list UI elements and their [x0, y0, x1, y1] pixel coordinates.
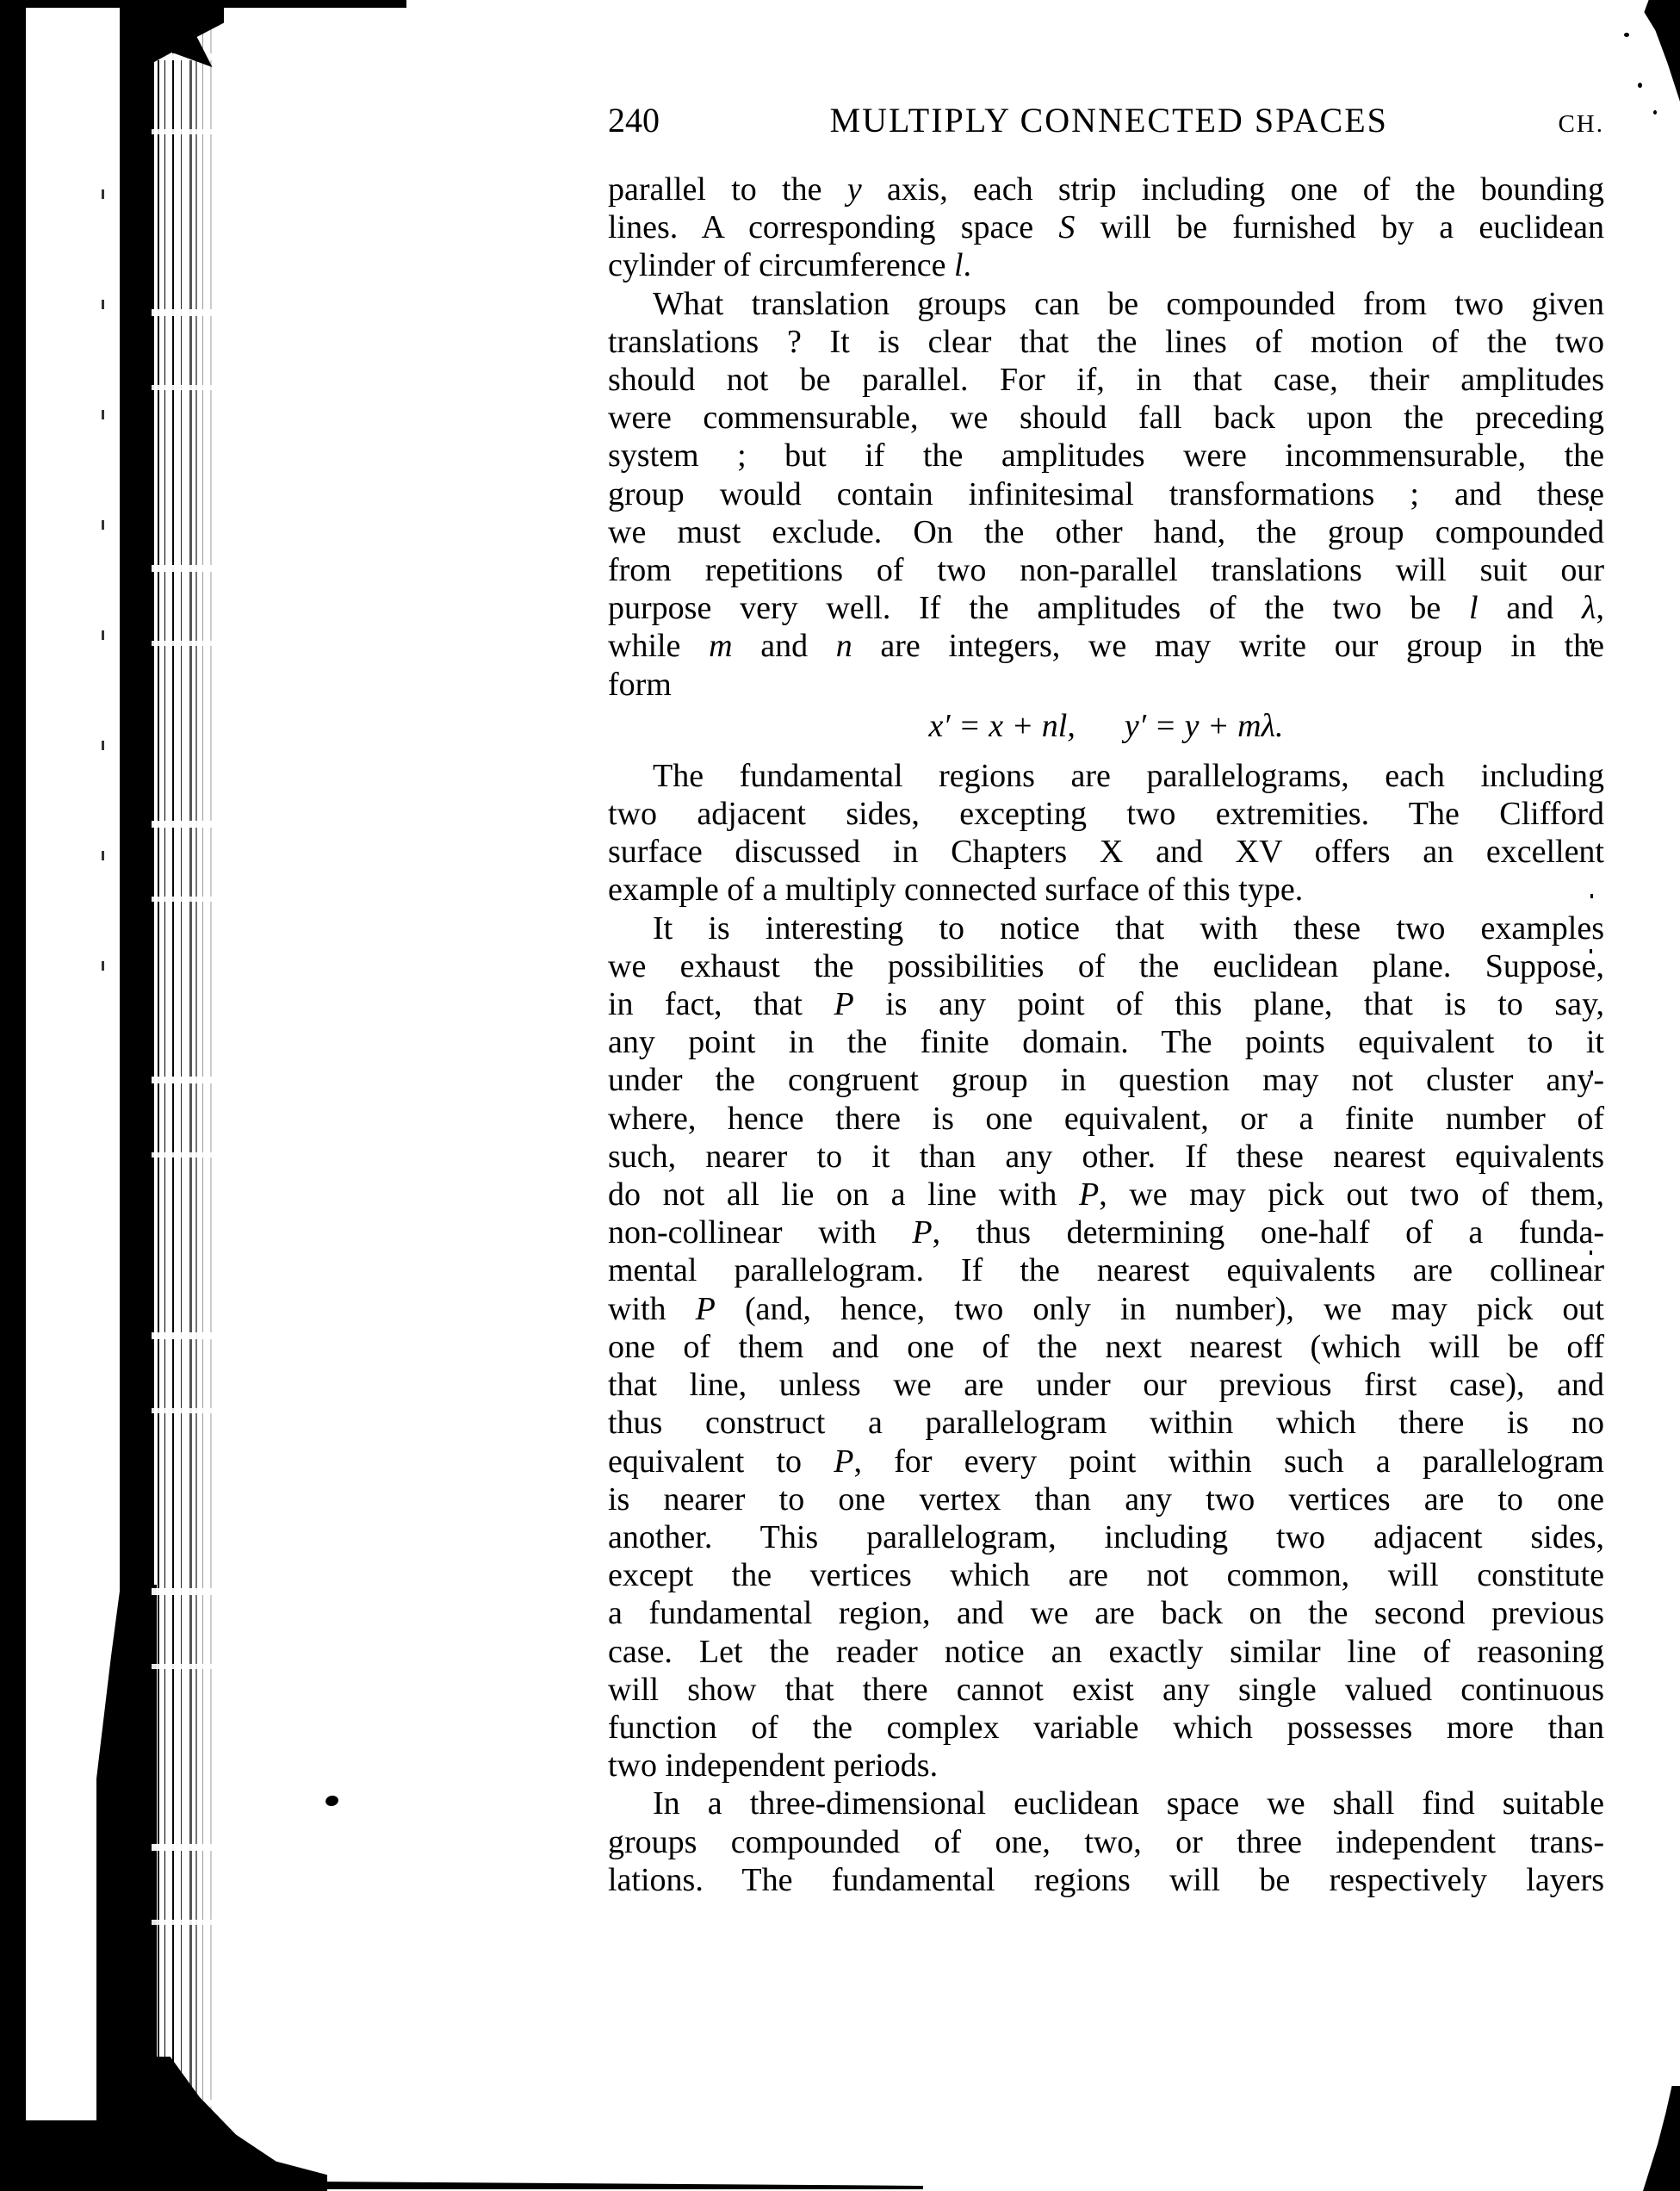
text-line: parallel to the y axis, each strip including one of the bounding [608, 171, 1604, 208]
text-line: It is interesting to notice that with these two examples [653, 909, 1604, 947]
text-line: lines. A corresponding space S will be furnished by a euclidean [608, 209, 1605, 246]
bottom-left-shadow [0, 2120, 145, 2191]
text-line: such, nearer to it than any other. If these nearest equivalents [608, 1138, 1604, 1175]
text-line: surface discussed in Chapters X and XV offers an excellent [608, 834, 1604, 871]
text-line: mental parallelogram. If the nearest equivalents are collinear [608, 1252, 1604, 1289]
bottom-right-corner-shadow [1643, 2086, 1680, 2191]
text-line: function of the complex variable which possesses more than [608, 1709, 1604, 1746]
text-line: lations. The fundamental regions will be respectively layers [608, 1861, 1604, 1898]
text-line: In a three-dimensional euclidean space we shall find suitable [653, 1785, 1604, 1822]
text-line: cylinder of circumference l. [608, 247, 971, 284]
text-line: system ; but if the amplitudes were incommensurable, the [608, 438, 1604, 475]
page-number: 240 [608, 101, 660, 140]
corner-speck [1624, 33, 1629, 37]
page-edge-ink-marks [102, 189, 104, 1016]
text-line: case. Let the reader notice an exactly similar line of reasoning [608, 1633, 1604, 1670]
text-line: from repetitions of two non-parallel translations will suit our [608, 552, 1604, 589]
text-line: form [608, 666, 672, 703]
page-text [608, 171, 1604, 1899]
text-line: group would contain infinitesimal transformations ; and these [608, 475, 1604, 512]
text-line: that line, unless we are under our previous first case), and [608, 1367, 1604, 1404]
text-line: should not be parallel. For if, in that case, their amplitudes [608, 362, 1604, 399]
chapter-label: CH. [1558, 110, 1604, 138]
bottom-shadow-taper [145, 2057, 327, 2191]
text-line: translations ? It is clear that the lines of motion of the two [608, 323, 1604, 360]
text-line: a fundamental region, and we are back on the second previous [608, 1595, 1604, 1632]
text-line: two independent periods. [608, 1747, 939, 1784]
binding-shadow-strip [0, 0, 26, 2191]
gutter-streak-breaks [152, 0, 219, 2191]
text-line: were commensurable, we should fall back upon the preceding [608, 400, 1604, 437]
text-line: non-collinear with P, thus determining one-half of a funda- [608, 1214, 1604, 1251]
text-line: will show that there cannot exist any single valued continuous [608, 1671, 1604, 1708]
text-line: we must exclude. On the other hand, the group compounded [608, 513, 1604, 550]
text-line: with P (and, hence, two only in number), we may pick out [608, 1290, 1604, 1327]
text-line: under the congruent group in question may not cluster any- [608, 1062, 1604, 1099]
text-line: in fact, that P is any point of this plane, that is to say, [608, 986, 1605, 1023]
text-line: except the vertices which are not common, will constitute [608, 1557, 1604, 1594]
text-line: where, hence there is one equivalent, or a finite number of [608, 1100, 1604, 1137]
text-line: any point in the finite domain. The points equivalent to it [608, 1024, 1604, 1061]
text-line: The fundamental regions are parallelograms, each including [653, 757, 1604, 794]
corner-speck [1638, 83, 1642, 88]
text-line: example of a multiply connected surface of this type. [608, 872, 1304, 909]
text-line: groups compounded of one, two, or three independent trans- [608, 1823, 1604, 1860]
text-line: we exhaust the possibilities of the euclidean plane. Suppose, [608, 947, 1604, 984]
text-line: one of them and one of the next nearest (which will be off [608, 1328, 1604, 1365]
top-right-corner-shadow [1635, 0, 1680, 102]
text-line: do not all lie on a line with P, we may pick out two of them, [608, 1176, 1604, 1213]
running-header [608, 100, 1604, 140]
bottom-edge-line [320, 2182, 923, 2189]
running-title: MULTIPLY CONNECTED SPACES [829, 101, 1388, 140]
text-line: two adjacent sides, excepting two extremities. The Clifford [608, 796, 1604, 833]
text-line: What translation groups can be compounded from two given [653, 285, 1604, 322]
text-line: equivalent to P, for every point within such a parallelogram [608, 1443, 1604, 1480]
text-line: is nearer to one vertex than any two vertices are to one [608, 1480, 1604, 1518]
text-line: while m and n are integers, we may write our group in the [608, 628, 1604, 665]
text-line: purpose very well. If the amplitudes of the two be l and λ, [608, 590, 1604, 627]
text-line: thus construct a parallelogram within which there is no [608, 1405, 1604, 1442]
display-equation: x′ = x + nl, y′ = y + mλ. [928, 707, 1284, 744]
corner-speck [1653, 110, 1657, 115]
text-line: another. This parallelogram, including two adjacent sides, [608, 1518, 1604, 1555]
ink-spot [325, 1795, 339, 1808]
